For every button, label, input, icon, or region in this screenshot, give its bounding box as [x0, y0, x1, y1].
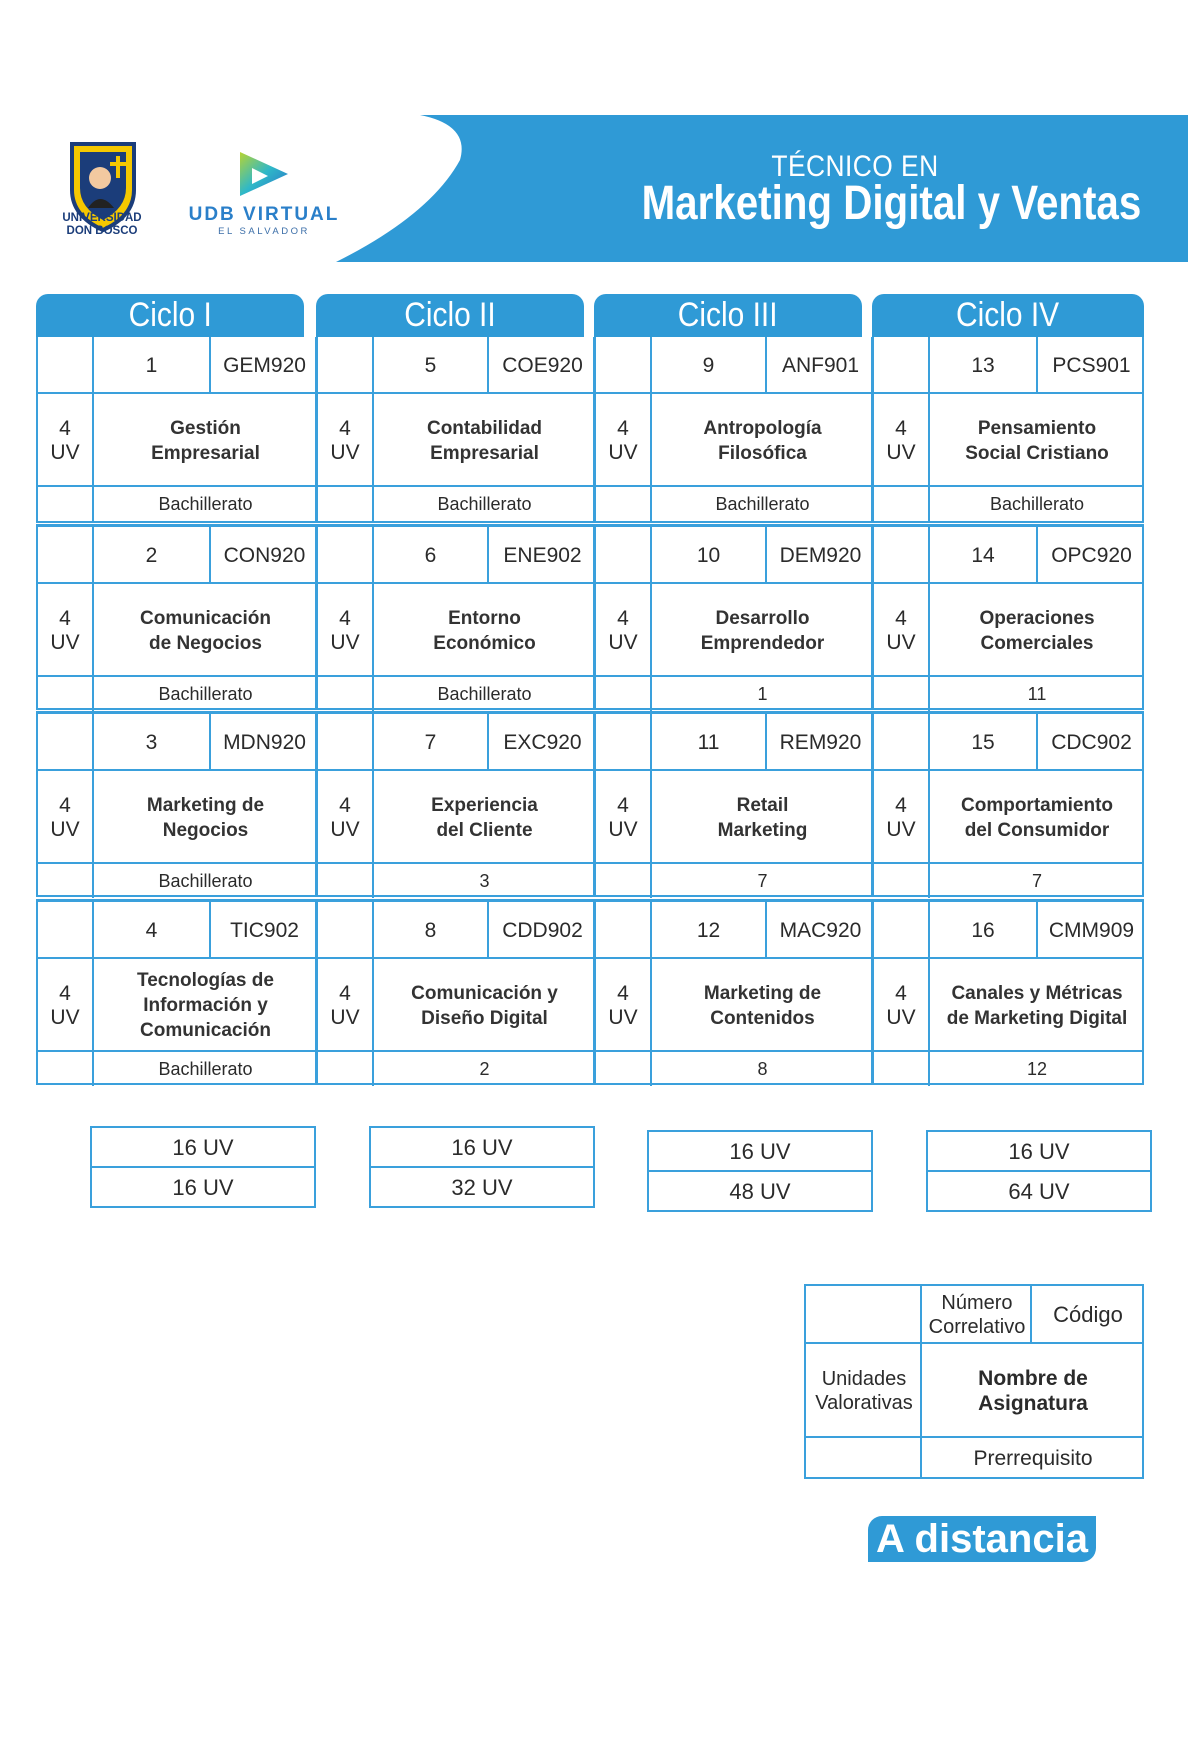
uv-value: 4	[617, 606, 629, 630]
course-prereq-row	[874, 677, 1142, 711]
course-prerequisite: Bachillerato	[158, 684, 253, 704]
course-prerequisite: Bachillerato	[437, 684, 532, 704]
uv-value: 4	[617, 793, 629, 817]
legend-uv-line1: Unidades	[821, 1368, 907, 1390]
course-code: PCS901	[1052, 354, 1131, 377]
course-code: MDN920	[223, 731, 306, 754]
course-prereq-row	[318, 1052, 593, 1086]
course-header-row	[318, 337, 593, 394]
course-prereq-row	[318, 677, 593, 711]
course-prereq-row	[38, 1052, 315, 1086]
course-uv	[318, 394, 372, 487]
course-name-line: Entorno	[448, 607, 521, 629]
course-body-row	[874, 584, 1142, 677]
course-prerequisite: Bachillerato	[158, 494, 253, 514]
cumulative-uv: 64 UV	[1008, 1179, 1070, 1204]
course-name-line: Social Cristiano	[965, 442, 1109, 464]
course-name	[930, 394, 1144, 487]
course-name-line: Comportamiento	[961, 794, 1113, 816]
course-number: 4	[145, 919, 158, 942]
course-block	[594, 524, 873, 710]
uv-value: 4	[617, 416, 629, 440]
course-number: 14	[971, 544, 995, 567]
uv-value: 4	[59, 606, 71, 630]
course-name-lines	[704, 981, 821, 1031]
course-name	[94, 394, 317, 487]
course-number: 9	[702, 354, 715, 377]
udb-name-line2: DON BOSCO	[66, 225, 138, 237]
course-code: CDC902	[1051, 731, 1132, 754]
course-body-row	[596, 584, 871, 677]
uv-unit: UV	[330, 440, 360, 464]
course-code: TIC902	[230, 919, 299, 942]
course-name-line: Marketing de	[146, 794, 265, 816]
udb-name-line1: UNIVERSIDAD	[62, 212, 142, 224]
course-body-row	[38, 959, 315, 1052]
program-prefix: TÉCNICO EN	[771, 150, 939, 183]
uv-value: 4	[339, 793, 351, 817]
uv-unit: UV	[50, 817, 80, 841]
course-name-lines	[718, 793, 808, 843]
course-uv	[874, 771, 928, 864]
course-name	[652, 771, 873, 864]
cycle-label: Ciclo IV	[956, 296, 1060, 334]
cycle-label: Ciclo I	[128, 296, 212, 334]
course-name	[930, 771, 1144, 864]
course-name	[374, 394, 595, 487]
course-prerequisite: Bachillerato	[437, 494, 532, 514]
uv-value: 4	[895, 981, 907, 1005]
course-code: COE920	[502, 354, 583, 377]
course-name-line: Comunicación	[140, 607, 271, 629]
uv-unit: UV	[886, 1005, 916, 1029]
legend-number-line1: Número	[941, 1292, 1013, 1314]
course-body-row	[38, 584, 315, 677]
course-name-line: Comunicación	[140, 1020, 271, 1041]
legend-number	[922, 1286, 1032, 1344]
course-prereq-row	[318, 487, 593, 521]
course-prereq-row	[38, 487, 315, 521]
course-block	[316, 711, 595, 897]
course-name	[94, 584, 317, 677]
course-uv	[318, 959, 372, 1052]
course-name-lines	[433, 606, 535, 656]
course-body-row	[318, 584, 593, 677]
course-body-row	[318, 771, 593, 864]
course-number: 15	[971, 731, 995, 754]
cycle-header-1	[36, 294, 304, 337]
course-number: 3	[145, 731, 158, 754]
course-prerequisite: Bachillerato	[158, 871, 253, 891]
course-block	[36, 899, 317, 1085]
course-name	[374, 959, 595, 1052]
course-name-lines	[701, 606, 825, 656]
cycle-label: Ciclo III	[678, 296, 778, 334]
course-code: REM920	[779, 731, 862, 754]
course-prerequisite: 7	[757, 871, 768, 891]
course-header-row	[596, 337, 871, 394]
course-number: 11	[697, 731, 720, 754]
legend-uv	[806, 1344, 922, 1438]
course-name-line: Experiencia	[431, 794, 538, 816]
course-name-line: Diseño Digital	[421, 1007, 548, 1029]
course-prereq-row	[596, 1052, 871, 1086]
course-code: GEM920	[223, 354, 306, 377]
course-uv	[38, 959, 92, 1052]
uv-value: 4	[339, 606, 351, 630]
cycle-total-4	[926, 1130, 1152, 1212]
course-uv	[596, 771, 650, 864]
course-name-line: de Negocios	[149, 632, 262, 654]
course-name	[94, 771, 317, 864]
uv-value: 4	[895, 606, 907, 630]
uv-value: 4	[617, 981, 629, 1005]
cumulative-uv: 32 UV	[451, 1175, 513, 1200]
course-prereq-row	[874, 1052, 1142, 1086]
course-name-line: Desarrollo	[715, 607, 810, 629]
uv-unit: UV	[50, 630, 80, 654]
udb-virtual-name: UDB VIRTUAL	[188, 204, 340, 225]
legend-number-line2: Correlativo	[928, 1316, 1026, 1338]
cycle-total-1	[90, 1126, 316, 1208]
course-uv	[38, 771, 92, 864]
course-name-line: del Consumidor	[964, 819, 1110, 841]
course-name-line: Empresarial	[151, 442, 260, 464]
course-code: EXC920	[503, 731, 582, 754]
course-uv	[874, 584, 928, 677]
course-name	[652, 959, 873, 1052]
legend-code: Código	[1053, 1302, 1123, 1327]
course-number: 8	[424, 919, 437, 942]
cumulative-uv: 48 UV	[729, 1179, 791, 1204]
course-name-lines	[137, 968, 274, 1043]
legend-box	[804, 1284, 1144, 1479]
course-name-line: Comunicación y	[411, 982, 558, 1004]
uv-unit: UV	[608, 1005, 638, 1029]
uv-unit: UV	[886, 817, 916, 841]
legend-subject-name	[922, 1344, 1144, 1438]
course-number: 2	[145, 544, 158, 567]
course-header-row	[596, 527, 871, 584]
cycle-uv: 16 UV	[92, 1128, 314, 1168]
course-name-lines	[140, 606, 271, 656]
course-header-row	[318, 714, 593, 771]
uv-unit: UV	[330, 1005, 360, 1029]
course-name-lines	[703, 416, 821, 466]
uv-unit: UV	[608, 440, 638, 464]
course-number: 6	[424, 544, 437, 567]
course-body-row	[38, 394, 315, 487]
course-number: 5	[424, 354, 437, 377]
course-prereq-row	[38, 864, 315, 898]
course-body-row	[318, 394, 593, 487]
udb-virtual-play-logo	[236, 148, 292, 202]
course-prereq-row	[874, 487, 1142, 521]
course-block	[316, 524, 595, 710]
cumulative-uv: 16 UV	[172, 1175, 234, 1200]
course-code: OPC920	[1051, 544, 1132, 567]
cycle-total-2	[369, 1126, 595, 1208]
course-body-row	[596, 394, 871, 487]
course-prereq-row	[596, 677, 871, 711]
course-number: 12	[696, 919, 721, 942]
uv-unit: UV	[886, 630, 916, 654]
uv-unit: UV	[608, 630, 638, 654]
course-prerequisite: 2	[479, 1059, 490, 1079]
course-name-lines	[411, 981, 558, 1031]
course-name-line: Contabilidad	[426, 417, 543, 439]
course-code: CON920	[223, 544, 306, 567]
course-block	[872, 524, 1144, 710]
uv-unit: UV	[50, 440, 80, 464]
course-number: 1	[145, 354, 158, 377]
course-prereq-row	[596, 487, 871, 521]
course-name-lines	[979, 606, 1094, 656]
course-number: 7	[424, 731, 437, 754]
course-header-row	[874, 337, 1142, 394]
course-name	[930, 584, 1144, 677]
course-name-lines	[947, 981, 1128, 1031]
course-name-line: Emprendedor	[700, 632, 825, 654]
udb-virtual-country: EL SALVADOR	[218, 226, 310, 237]
course-name-line: Filosófica	[718, 442, 807, 464]
course-name-line: Pensamiento	[977, 417, 1097, 439]
course-body-row	[874, 959, 1142, 1052]
course-name-line: Comerciales	[980, 632, 1094, 654]
course-body-row	[874, 771, 1142, 864]
course-name-line: Marketing	[717, 819, 808, 841]
legend-name-line1: Nombre de	[978, 1367, 1088, 1390]
course-name-line: Canales y Métricas	[951, 982, 1123, 1004]
course-name	[94, 959, 317, 1052]
course-body-row	[38, 771, 315, 864]
cycle-label: Ciclo II	[404, 296, 496, 334]
course-prerequisite: 7	[1031, 871, 1042, 891]
uv-value: 4	[339, 416, 351, 440]
course-code: CDD902	[502, 919, 583, 942]
uv-unit: UV	[330, 630, 360, 654]
course-name-lines	[961, 793, 1113, 843]
course-name-line: Negocios	[162, 819, 249, 841]
course-block	[36, 711, 317, 897]
course-block	[872, 337, 1144, 523]
course-name	[652, 584, 873, 677]
course-uv	[318, 771, 372, 864]
cycle-header-4	[872, 294, 1144, 337]
course-block	[316, 337, 595, 523]
course-block	[36, 337, 317, 523]
course-block	[872, 899, 1144, 1085]
course-name-line: Marketing de	[703, 982, 822, 1004]
udb-name	[54, 212, 150, 238]
course-block	[36, 524, 317, 710]
course-name-line: Gestión	[170, 417, 241, 439]
uv-unit: UV	[330, 817, 360, 841]
course-name	[374, 584, 595, 677]
course-prerequisite: Bachillerato	[158, 1059, 253, 1079]
course-name-line: Operaciones	[979, 607, 1095, 629]
course-header-row	[38, 714, 315, 771]
course-prerequisite: 1	[757, 684, 768, 704]
course-name-lines	[147, 793, 264, 843]
course-uv	[874, 959, 928, 1052]
course-body-row	[874, 394, 1142, 487]
course-header-row	[596, 714, 871, 771]
course-block	[594, 337, 873, 523]
course-uv	[38, 584, 92, 677]
program-title: Marketing Digital y Ventas	[641, 177, 1142, 230]
course-uv	[38, 394, 92, 487]
uv-unit: UV	[50, 1005, 80, 1029]
course-header-row	[38, 527, 315, 584]
course-uv	[596, 959, 650, 1052]
uv-value: 4	[339, 981, 351, 1005]
course-name-lines	[965, 416, 1109, 466]
uv-value: 4	[895, 793, 907, 817]
course-block	[594, 899, 873, 1085]
course-name	[930, 959, 1144, 1052]
course-uv	[596, 584, 650, 677]
cycle-uv: 16 UV	[928, 1132, 1150, 1172]
uv-value: 4	[895, 416, 907, 440]
course-uv	[874, 394, 928, 487]
course-name-line: Antropología	[703, 417, 822, 439]
course-code: MAC920	[779, 919, 862, 942]
cycle-total-3	[647, 1130, 873, 1212]
uv-value: 4	[59, 981, 71, 1005]
uv-unit: UV	[886, 440, 916, 464]
course-body-row	[318, 959, 593, 1052]
course-header-row	[596, 902, 871, 959]
course-block	[316, 899, 595, 1085]
course-body-row	[596, 959, 871, 1052]
course-header-row	[874, 527, 1142, 584]
course-header-row	[318, 527, 593, 584]
course-header-row	[38, 902, 315, 959]
course-prerequisite: 12	[1026, 1059, 1048, 1079]
course-name-line: Contenidos	[710, 1007, 815, 1029]
course-code: DEM920	[779, 544, 862, 567]
course-code: ENE902	[503, 544, 582, 567]
course-name-line: de Marketing Digital	[946, 1007, 1128, 1029]
course-name-line: Información y	[143, 995, 268, 1016]
modality-badge: A distancia	[868, 1516, 1096, 1562]
course-prereq-row	[874, 864, 1142, 898]
course-prerequisite: 11	[1027, 684, 1047, 704]
course-prerequisite: 8	[757, 1059, 768, 1079]
course-prereq-row	[38, 677, 315, 711]
course-code: CMM909	[1048, 919, 1135, 942]
course-header-row	[874, 714, 1142, 771]
course-code: ANF901	[781, 354, 860, 377]
cycle-header-2	[316, 294, 584, 337]
course-name	[652, 394, 873, 487]
uv-value: 4	[59, 793, 71, 817]
course-name-lines	[427, 416, 542, 466]
course-prerequisite: Bachillerato	[715, 494, 810, 514]
cycle-header-3	[594, 294, 862, 337]
course-name-line: del Cliente	[436, 819, 533, 841]
course-name-line: Económico	[433, 632, 536, 654]
uv-value: 4	[59, 416, 71, 440]
legend-name-line2: Asignatura	[978, 1392, 1088, 1415]
course-prereq-row	[596, 864, 871, 898]
course-header-row	[38, 337, 315, 394]
course-number: 16	[971, 919, 995, 942]
uv-unit: UV	[608, 817, 638, 841]
legend-uv-line2: Valorativas	[815, 1392, 913, 1414]
course-uv	[318, 584, 372, 677]
course-name-lines	[431, 793, 538, 843]
course-header-row	[874, 902, 1142, 959]
course-number: 13	[971, 354, 995, 377]
course-name-line: Empresarial	[430, 442, 539, 464]
cycle-uv: 16 UV	[371, 1128, 593, 1168]
course-name	[374, 771, 595, 864]
course-prerequisite: 3	[479, 871, 490, 891]
course-uv	[596, 394, 650, 487]
legend-prerequisite: Prerrequisito	[973, 1447, 1093, 1470]
course-body-row	[596, 771, 871, 864]
course-name-line: Retail	[736, 794, 789, 816]
course-name-lines	[151, 416, 260, 466]
course-block	[872, 711, 1144, 897]
course-block	[594, 711, 873, 897]
course-prerequisite: Bachillerato	[989, 494, 1085, 514]
course-prereq-row	[318, 864, 593, 898]
course-number: 10	[696, 544, 721, 567]
course-name-line: Tecnologías de	[137, 970, 274, 991]
course-header-row	[318, 902, 593, 959]
cycle-uv: 16 UV	[649, 1132, 871, 1172]
